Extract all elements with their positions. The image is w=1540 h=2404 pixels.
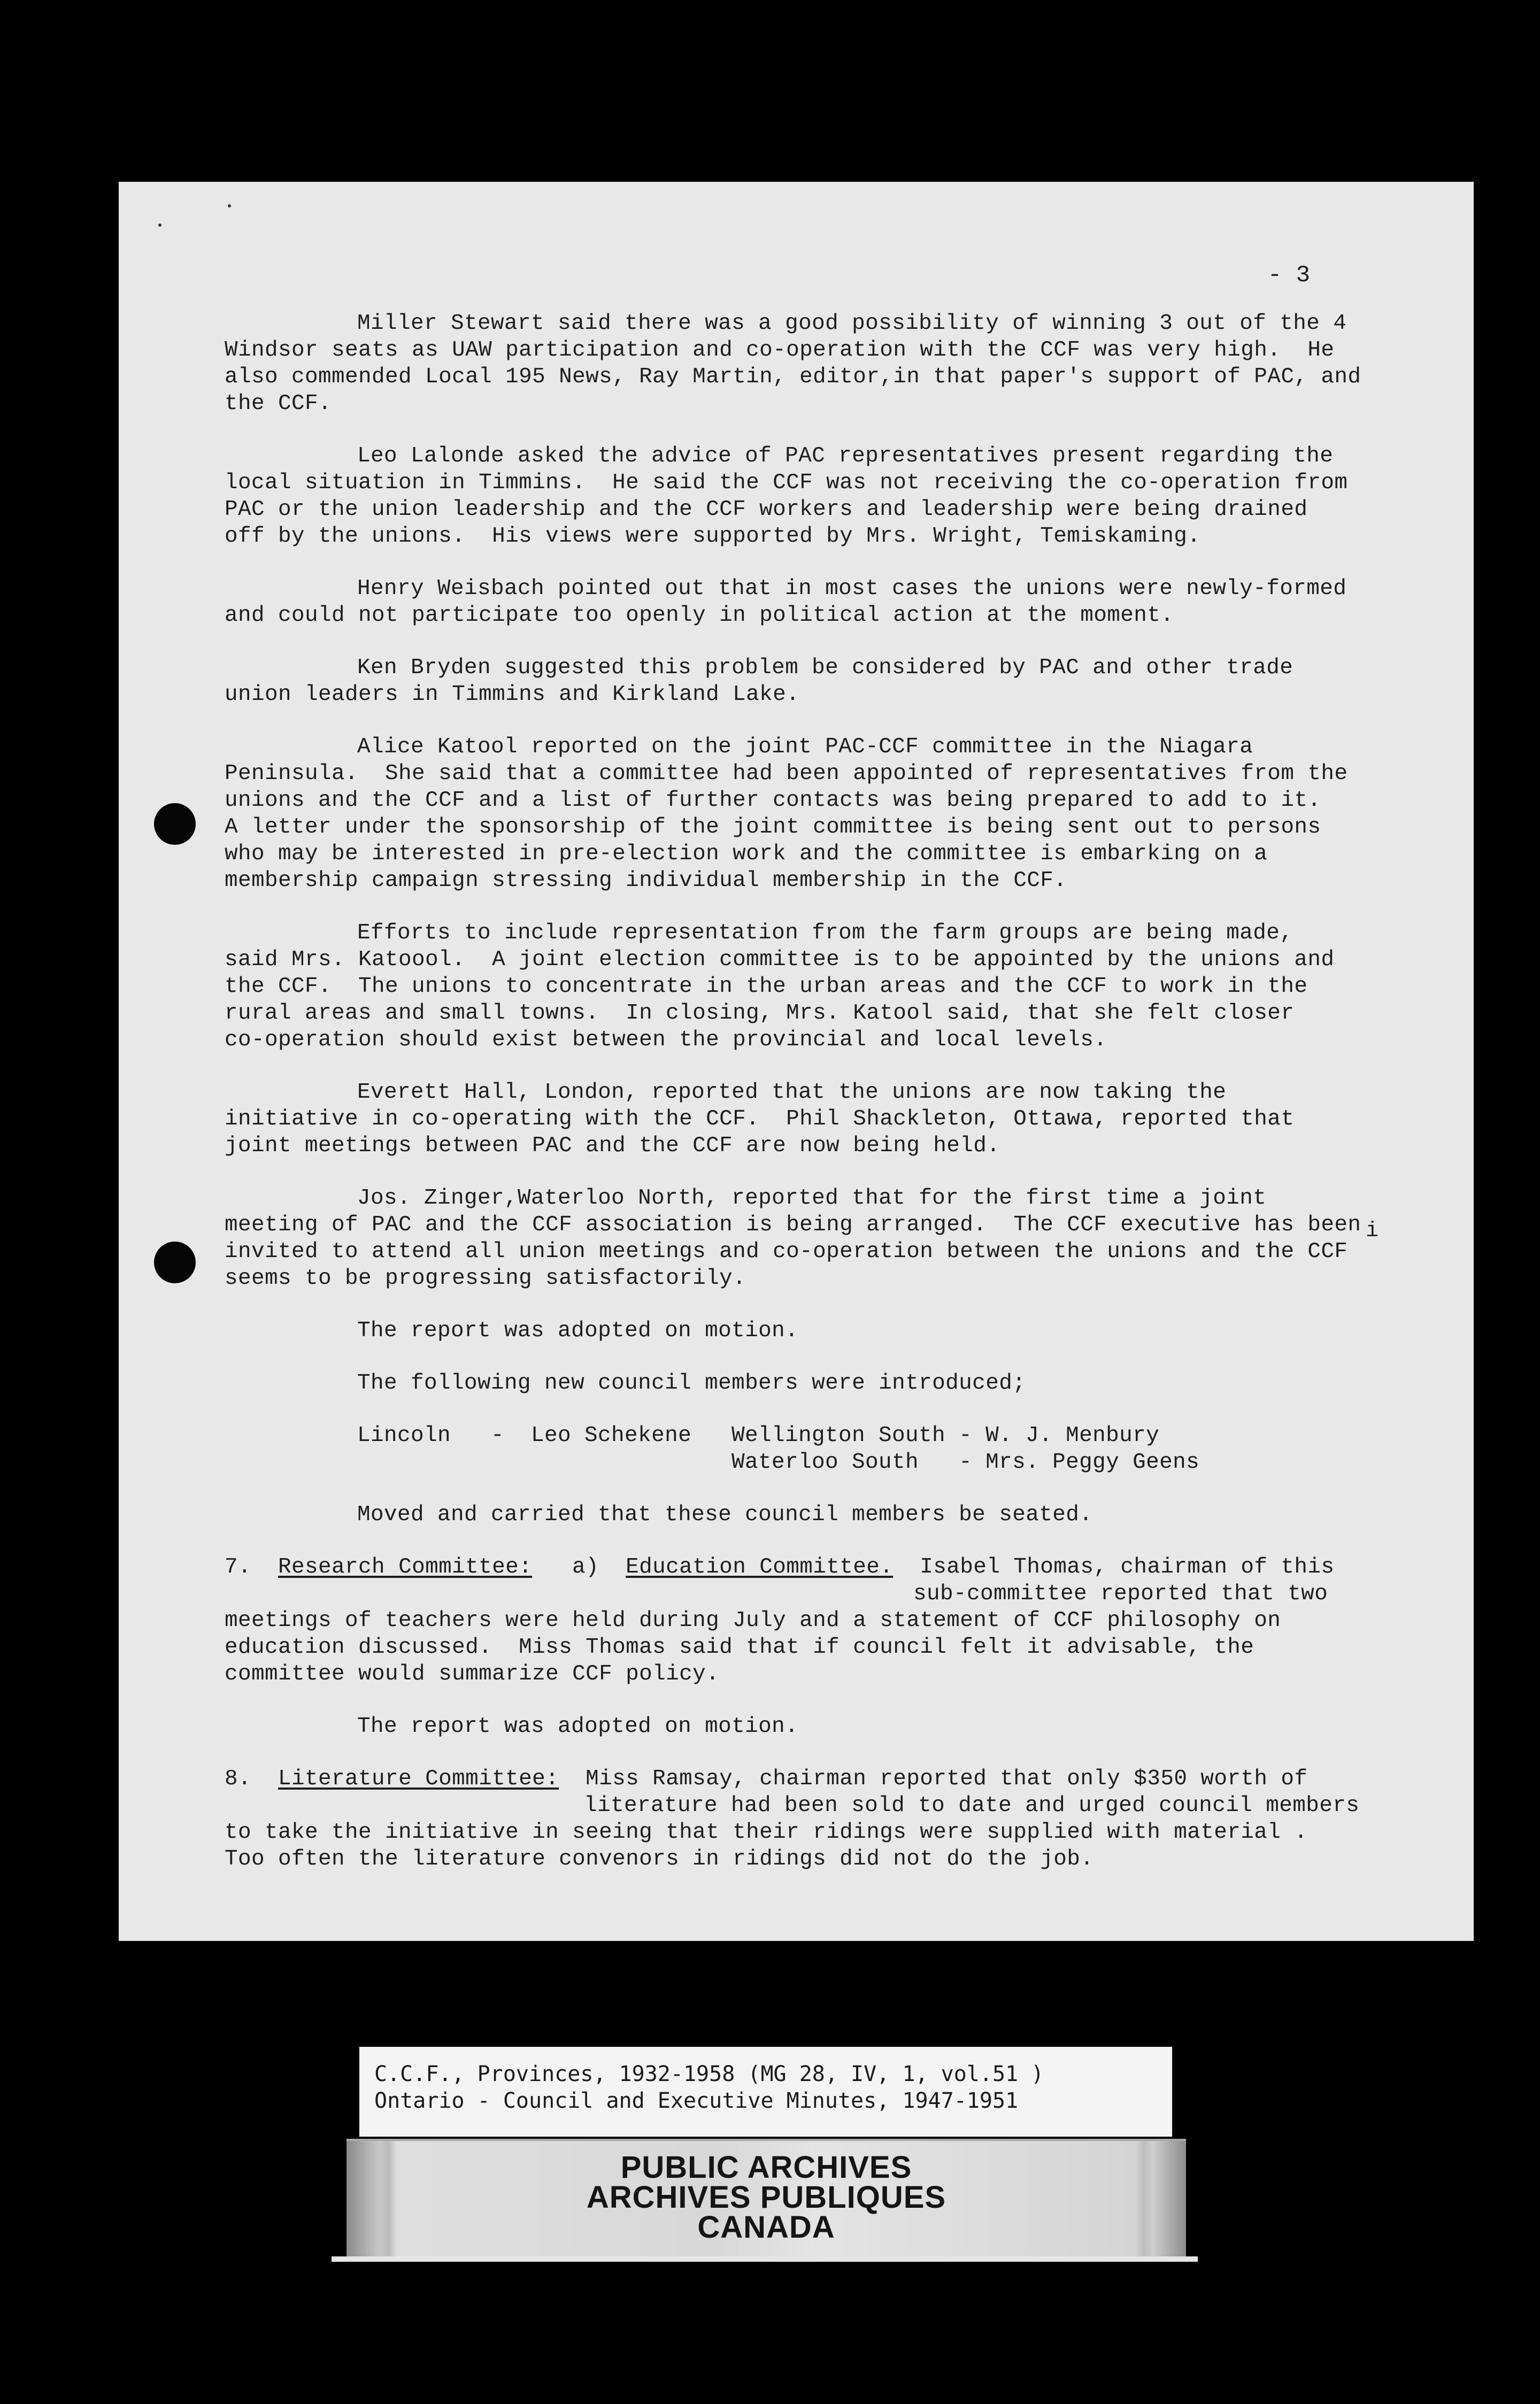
archive-label-line-1: C.C.F., Provinces, 1932-1958 (MG 28, IV, 1, vol.51 )	[374, 2062, 1044, 2086]
text-line: Isabel Thomas, chairman of this	[920, 1555, 1335, 1579]
text-line: membership campaign stressing individual membership in the CCF.	[225, 868, 1067, 893]
stamp-text	[346, 2150, 1186, 2245]
text-line: Henry Weisbach pointed out that in most cases the unions were newly-formed	[357, 576, 1347, 601]
text-line: union leaders in Timmins and Kirkland Lake.	[225, 682, 800, 707]
member-dash: -	[491, 1423, 505, 1448]
binder-hole-top	[154, 803, 196, 845]
member-riding-2	[732, 1449, 1266, 1476]
member-riding2-text: Wellington South	[732, 1423, 946, 1448]
text-line: Miller Stewart said there was a good possibility of winning 3 out of the 4	[357, 311, 1347, 336]
item-literature-committee	[225, 1766, 1476, 1873]
paragraph-jos-zinger	[225, 1185, 1476, 1292]
text-line: Alice Katool reported on the joint PAC-CCF committee in the Niagara	[357, 735, 1253, 759]
member-riding	[357, 1449, 491, 1476]
text-line: to take the initiative in seeing that their ridings were supplied with material .	[225, 1820, 1308, 1845]
member-riding: Lincoln	[357, 1423, 451, 1448]
member-name2-text: - W. J. Menbury	[959, 1423, 1160, 1448]
text-line: the CCF.	[225, 391, 332, 416]
text-line: initiative in co-operating with the CCF. Phil Shackleton, Ottawa, reported that	[225, 1107, 1295, 1131]
text-line: Windsor seats as UAW participation and co-operation with the CCF was very high. He	[225, 338, 1335, 363]
text-line: off by the unions. His views were supported by Mrs. Wright, Temiskaming.	[225, 524, 1201, 549]
text-line: meetings of teachers were held during July and a statement of CCF philosophy on	[225, 1608, 1281, 1633]
text-line: committee would summarize CCF policy.	[225, 1662, 720, 1686]
paragraph-everett-hall	[225, 1079, 1476, 1159]
paragraph-report-adopted	[225, 1317, 1476, 1344]
member-name-text: Leo Schekene	[531, 1423, 692, 1448]
member-name	[491, 1449, 732, 1476]
sub-item-label: a)	[572, 1555, 599, 1579]
stamp-line-1: PUBLIC ARCHIVES	[620, 2150, 912, 2185]
public-archives-stamp	[346, 2139, 1186, 2257]
paragraph-miller-stewart	[225, 310, 1476, 417]
text-line: Ken Bryden suggested this problem be considered by PAC and other trade	[357, 656, 1293, 680]
text-line: seems to be progressing satisfactorily.	[225, 1266, 746, 1291]
text-line: also commended Local 195 News, Ray Martin, editor,in that paper's support of PAC, and	[225, 365, 1361, 389]
paragraph-alice-katool	[225, 734, 1476, 894]
sub-item-heading: Education Committee.	[626, 1555, 894, 1579]
text-line: The following new council members were introduced;	[357, 1371, 1026, 1396]
text-line: sub-committee reported that two	[913, 1582, 1328, 1606]
member-riding-2	[732, 1422, 1266, 1449]
text-line: and could not participate too openly in political action at the moment.	[225, 603, 1174, 628]
text-line: Jos. Zinger,Waterloo North, reported that for the first time a joint	[357, 1186, 1267, 1211]
minutes-body	[225, 310, 1476, 1898]
text-line: Leo Lalonde asked the advice of PAC representatives present regarding the	[357, 444, 1334, 468]
archive-label-line-2: Ontario - Council and Executive Minutes, 1947-1951	[374, 2089, 1019, 2113]
stamp-line-3: CANADA	[697, 2210, 835, 2245]
binder-hole-bottom	[154, 1242, 196, 1283]
text-line: Everett Hall, London, reported that the unions are now taking the	[357, 1080, 1227, 1105]
text-line: unions and the CCF and a list of further contacts was being prepared to add to it.	[225, 788, 1321, 813]
item-number: 7.	[225, 1555, 252, 1579]
paragraph-research-adopted	[225, 1713, 1476, 1740]
document-page	[119, 182, 1474, 1941]
member-name2-text: - Mrs. Peggy Geens	[959, 1450, 1200, 1475]
archive-reference-label	[359, 2047, 1172, 2137]
text-line: A letter under the sponsorship of the joint committee is being sent out to persons	[225, 815, 1321, 839]
stamp-edge	[332, 2256, 1198, 2262]
text-line: joint meetings between PAC and the CCF are now being held.	[225, 1134, 1000, 1158]
text-line: Efforts to include representation from the farm groups are being made,	[357, 921, 1293, 945]
paragraph-leo-lalonde	[225, 443, 1476, 550]
text-line: Too often the literature convenors in ridings did not do the job.	[225, 1847, 1094, 1871]
item-heading: Literature Committee:	[278, 1767, 559, 1791]
item-heading: Research Committee:	[278, 1555, 533, 1579]
text-line: rural areas and small towns. In closing, Mrs. Katool said, that she felt closer	[225, 1001, 1295, 1026]
paragraph-henry-weisbach	[225, 575, 1476, 629]
item-research-committee	[225, 1554, 1476, 1688]
text-line: said Mrs. Katoool. A joint election committee is to be appointed by the unions and	[225, 947, 1335, 972]
text-line: PAC or the union leadership and the CCF workers and leadership were being drained	[225, 497, 1308, 522]
text-line: Moved and carried that these council members be seated.	[357, 1502, 1093, 1527]
member-name	[491, 1422, 732, 1449]
text-line: co-operation should exist between the provincial and local levels.	[225, 1028, 1107, 1052]
text-line: Miss Ramsay, chairman reported that only $350 worth of	[586, 1767, 1308, 1791]
paragraph-members-seated	[225, 1501, 1476, 1528]
page-speck	[158, 224, 161, 227]
page-speck	[228, 204, 231, 207]
new-members-list	[357, 1422, 1476, 1476]
text-line: invited to attend all union meetings and co-operation between the unions and the CCF	[225, 1239, 1348, 1264]
stamp-line-2: ARCHIVES PUBLIQUES	[586, 2180, 946, 2215]
text-line: meeting of PAC and the CCF association is being arranged. The CCF executive has been	[225, 1213, 1361, 1237]
paragraph-new-members-intro	[225, 1370, 1476, 1397]
margin-mark: i	[1365, 1219, 1379, 1243]
text-line: The report was adopted on motion.	[357, 1319, 799, 1343]
page-number: - 3	[1267, 262, 1310, 289]
text-line: The report was adopted on motion.	[357, 1714, 799, 1739]
text-line: who may be interested in pre-election work and the committee is embarking on a	[225, 842, 1268, 866]
paragraph-ken-bryden	[225, 654, 1476, 708]
text-line: local situation in Timmins. He said the CCF was not receiving the co-operation from	[225, 471, 1348, 495]
text-line: the CCF. The unions to concentrate in the urban areas and the CCF to work in the	[225, 974, 1308, 999]
paragraph-farm-groups	[225, 920, 1476, 1053]
item-number: 8.	[225, 1767, 252, 1791]
member-riding2-text: Waterloo South	[732, 1450, 919, 1475]
text-line: literature had been sold to date and urged council members	[584, 1793, 1360, 1818]
text-line: education discussed. Miss Thomas said that if council felt it advisable, the	[225, 1635, 1254, 1660]
text-line: Peninsula. She said that a committee had been appointed of representatives from the	[225, 761, 1348, 786]
